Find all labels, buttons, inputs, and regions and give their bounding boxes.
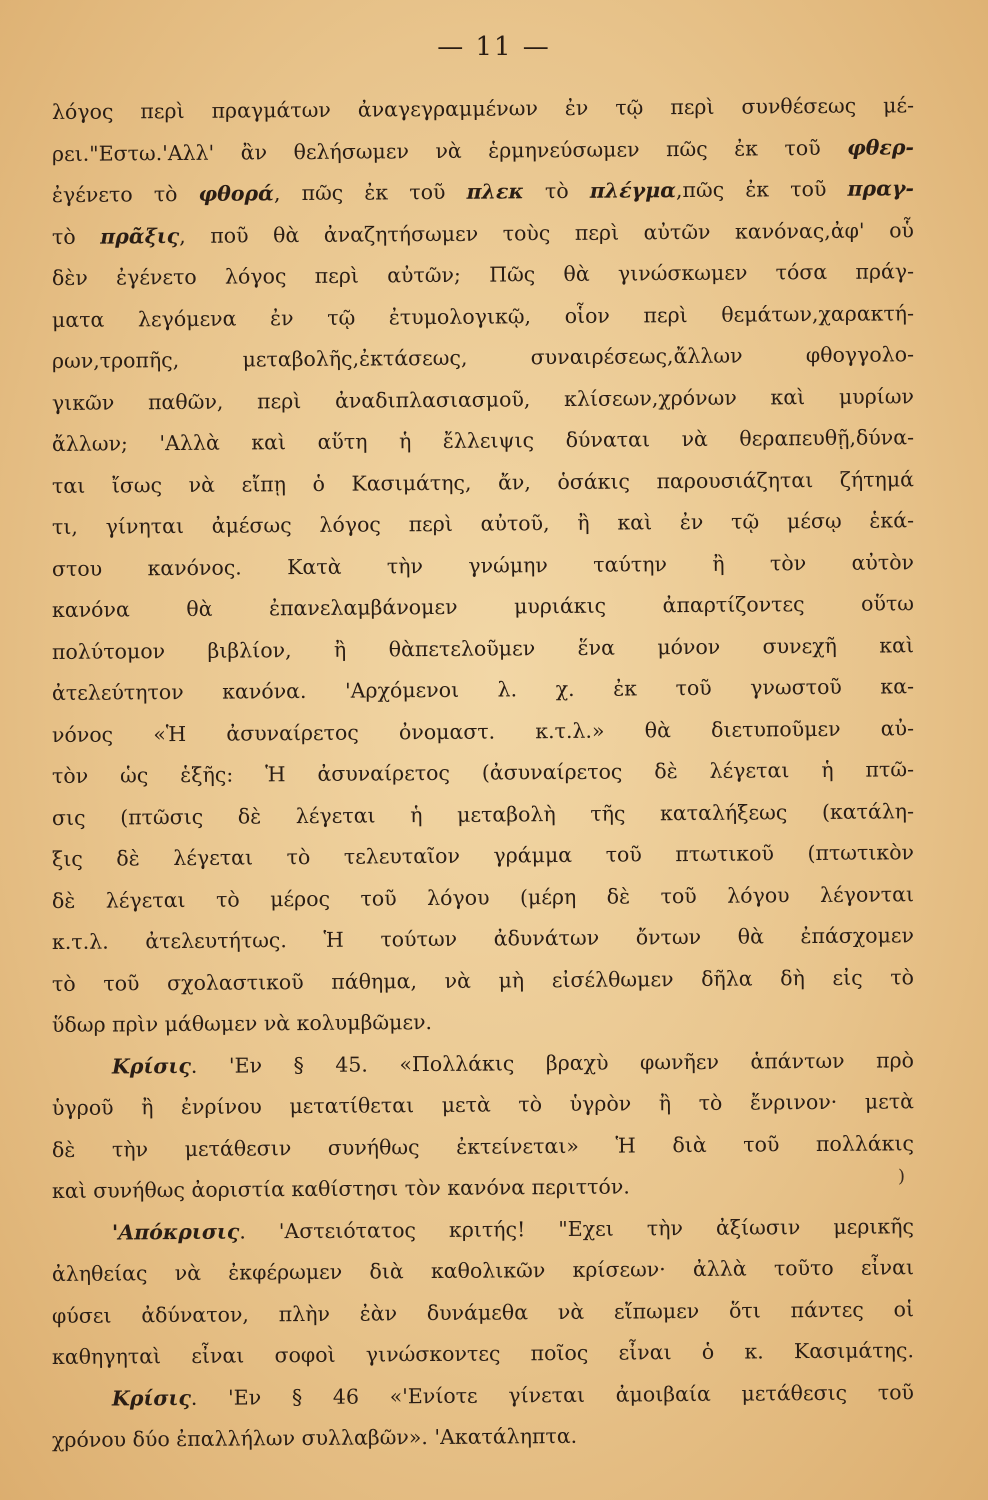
text-run: τὸ τοῦ σχολαστικοῦ πάθημα, νὰ μὴ εἰσέλθωμεν δῆλα δὴ εἰς τὸ	[51, 964, 915, 996]
text-line	[52, 1289, 914, 1337]
text-run: τὸ	[523, 178, 590, 204]
text-run: δὲ τὴν μετάθεσιν συνήθως ἐκτείνεται» Ἡ διὰ τοῦ πολλάκις	[51, 1130, 915, 1162]
emphasized-term: φθερ-	[847, 134, 915, 160]
text-line	[52, 998, 914, 1046]
text-run: , πῶς ἐκ τοῦ	[273, 179, 467, 206]
emphasized-term: πλέγμα	[589, 178, 677, 203]
page-number: — 11 —	[437, 32, 551, 62]
text-run: ματα λεγόμενα ἐν τῷ ἐτυμολογικῷ, οἷον περὶ θεμάτων,χαρακτή-	[51, 300, 915, 332]
text-run: τὸ	[51, 224, 101, 249]
text-line	[52, 1164, 914, 1212]
emphasized-term: Κρίσις	[111, 1385, 191, 1411]
text-run: . 'Αστειότατος κριτής! "Εχει τὴν ἀξίωσιν μερικῆς	[239, 1213, 915, 1244]
body-text	[52, 92, 914, 1462]
text-line	[52, 1040, 914, 1088]
text-line	[52, 832, 914, 880]
text-run: ,πῶς ἐκ τοῦ	[675, 176, 848, 203]
emphasized-term: πλεκ	[466, 179, 524, 204]
text-line	[52, 417, 914, 465]
text-line	[52, 85, 914, 133]
text-run: ἀτελεύτητον κανόνα. 'Αρχόμενοι λ. χ. ἐκ τοῦ γνωστοῦ κα-	[51, 674, 915, 705]
text-run: τὸν ὡς ἑξῆς: Ἡ ἀσυναίρετος (ἀσυναίρετος δὲ λέγεται ἡ πτῶ-	[51, 757, 915, 788]
text-line	[52, 500, 914, 548]
text-run: καθηγηταὶ εἶναι σοφοὶ γινώσκοντες ποῖος εἶναι ὁ κ. Κασιμάτης.	[51, 1338, 915, 1369]
text-run: κανόνα θὰ ἐπανελαμβάνομεν μυριάκις ἀπαρτίζοντες οὕτω	[51, 591, 915, 622]
text-run: τι, γίνηται ἀμέσως λόγος περὶ αὐτοῦ, ἢ καὶ ἐν τῷ μέσῳ ἑκά-	[51, 508, 915, 539]
text-run: γικῶν παθῶν, περὶ ἀναδιπλασιασμοῦ, κλίσεων,χρόνων καὶ μυρίων	[51, 383, 915, 415]
emphasized-term: πραγ-	[847, 176, 915, 201]
text-line	[52, 1330, 914, 1378]
text-line	[52, 791, 914, 839]
text-line	[52, 127, 914, 175]
text-run: σις (πτῶσις δὲ λέγεται ἡ μεταβολὴ τῆς καταλήξεως (κατάλη-	[51, 798, 915, 830]
text-line	[52, 542, 914, 590]
text-run: δὲ λέγεται τὸ μέρος τοῦ λόγου (μέρη δὲ τοῦ λόγου λέγονται	[51, 881, 915, 913]
emphasized-term: 'Απόκρισις	[111, 1219, 240, 1245]
text-run: κ.τ.λ. ἀτελευτήτως. Ἡ τούτων ἀδυνάτων ὄντων θὰ ἐπάσχομεν	[51, 923, 915, 954]
text-line	[52, 1247, 914, 1295]
text-run: , ποῦ θὰ ἀναζητήσωμεν τοὺς περὶ αὐτῶν κανόνας,ἀφ' οὗ	[179, 217, 915, 248]
text-line	[52, 957, 914, 1005]
text-run: ὑγροῦ ἢ ἐνρίνου μετατίθεται μετὰ τὸ ὑγρὸν ἢ τὸ ἔνρινον· μετὰ	[51, 1089, 915, 1120]
text-run: ἐγένετο τὸ	[51, 181, 199, 207]
text-run: . 'Εν § 46 «'Ενίοτε γίνεται ἀμοιβαία μετάθεσις τοῦ	[190, 1379, 915, 1410]
emphasized-term: φθορά	[198, 181, 275, 206]
text-run: ὕδωρ πρὶν μάθωμεν νὰ κολυμβῶμεν.	[51, 1010, 433, 1037]
text-line	[52, 1413, 914, 1461]
text-run: ρων,τροπῆς, μεταβολῆς,ἐκτάσεως, συναιρέσεως,ἄλλων φθογγολο-	[51, 342, 915, 373]
text-run: δὲν ἐγένετο λόγος περὶ αὐτῶν; Πῶς θὰ γινώσκωμεν τόσα πράγ-	[51, 259, 915, 290]
text-run: λόγος περὶ πραγμάτων ἀναγεγραμμένων ἐν τῷ περὶ συνθέσεως μέ-	[51, 93, 915, 124]
text-line	[52, 1372, 914, 1420]
text-line	[52, 749, 914, 797]
text-line	[52, 1123, 914, 1171]
text-run: ρει."Εστω.'Αλλ' ἂν θελήσωμεν νὰ ἑρμηνεύσωμεν πῶς ἐκ τοῦ	[51, 135, 848, 166]
margin-mark: )	[898, 1166, 906, 1187]
text-run: καὶ συνήθως ἀοριστία καθίστησι τὸν κανόνα περιττόν.	[51, 1174, 630, 1203]
text-line	[52, 874, 914, 922]
text-run: πολύτομον βιβλίον, ἢ θὰπετελοῦμεν ἕνα μόνον συνεχῆ καὶ	[51, 632, 915, 664]
text-line	[52, 251, 914, 299]
text-line	[52, 459, 914, 507]
text-run: ται ἴσως νὰ εἴπῃ ὁ Κασιμάτης, ἄν, ὁσάκις παρουσιάζηται ζήτημά	[51, 466, 915, 498]
text-run: φύσει ἀδύνατον, πλὴν ἐὰν δυνάμεθα νὰ εἴπωμεν ὅτι πάντες οἱ	[51, 1296, 915, 1328]
text-line	[52, 376, 914, 424]
text-run: στου κανόνος. Κατὰ τὴν γνώμην ταύτην ἢ τὸν αὐτὸν	[51, 549, 915, 581]
text-line	[52, 625, 914, 673]
text-run: . 'Εν § 45. «Πολλάκις βραχὺ φωνῆεν ἁπάντων πρὸ	[190, 1047, 915, 1078]
text-run: ἀληθείας νὰ ἐκφέρωμεν διὰ καθολικῶν κρίσεων· ἀλλὰ τοῦτο εἶναι	[51, 1255, 915, 1286]
text-line	[52, 915, 914, 963]
text-line	[52, 708, 914, 756]
text-run: ἄλλων; 'Αλλὰ καὶ αὕτη ἡ ἔλλειψις δύναται νὰ θεραπευθῇ,δύνα-	[51, 425, 915, 456]
text-line	[52, 666, 914, 714]
text-line	[52, 1206, 914, 1254]
text-line	[52, 1081, 914, 1129]
emphasized-term: Κρίσις	[111, 1053, 191, 1079]
text-line	[52, 334, 914, 382]
text-run: ξις δὲ λέγεται τὸ τελευταῖον γράμμα τοῦ πτωτικοῦ (πτωτικὸν	[51, 840, 915, 871]
text-line	[52, 210, 914, 258]
emphasized-term: πρᾶξις	[100, 223, 180, 249]
text-line	[52, 168, 914, 216]
text-line	[52, 293, 914, 341]
text-run: νόνος «Ἡ ἀσυναίρετος ὀνομαστ. κ.τ.λ.» θὰ διετυποῦμεν αὐ-	[51, 715, 915, 747]
text-run: χρόνου δύο ἐπαλλήλων συλλαβῶν». 'Ακατάληπτα.	[51, 1423, 578, 1452]
text-line	[52, 583, 914, 631]
